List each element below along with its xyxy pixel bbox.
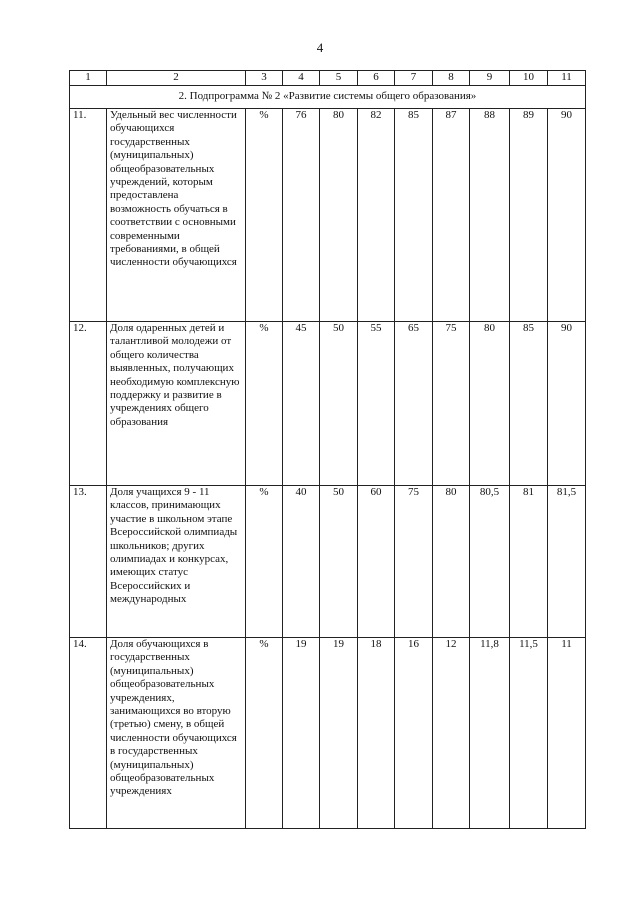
- header-cell: 2: [107, 71, 246, 86]
- row-number: 13.: [70, 486, 107, 638]
- header-cell: 6: [358, 71, 395, 86]
- page-number: 4: [316, 40, 324, 55]
- header-cell: 11: [548, 71, 586, 86]
- row-value: 75: [433, 322, 470, 486]
- row-value: 65: [395, 322, 433, 486]
- row-value: 60: [358, 486, 395, 638]
- row-value: 50: [320, 486, 358, 638]
- subprogram-title: 2. Подпрограмма № 2 «Развитие системы общего образования»: [70, 86, 586, 109]
- header-row: [70, 71, 586, 86]
- row-description: Доля обучающихся в государственных (муниципальных) общеобразовательных учреждениях, занимающихся во вторую (третью) смену, в общей численности обучающихся в государственных (муниципальных) общеобразовательных учреждениях: [107, 638, 246, 829]
- row-value: 80: [470, 322, 510, 486]
- row-value: 88: [470, 109, 510, 322]
- row-value: 76: [283, 109, 320, 322]
- row-value: 80: [433, 486, 470, 638]
- row-description: Удельный вес численности обучающихся государственных (муниципальных) общеобразовательных учреждений, которым предоставлена возможность обучаться в соответствии с основными современными требованиями, в общей численности обучающихся: [107, 109, 246, 322]
- header-cell: 10: [510, 71, 548, 86]
- row-value: 45: [283, 322, 320, 486]
- row-value: 50: [320, 322, 358, 486]
- table-row: [70, 638, 586, 829]
- row-value: 12: [433, 638, 470, 829]
- row-number: 12.: [70, 322, 107, 486]
- row-value: 40: [283, 486, 320, 638]
- row-number: 14.: [70, 638, 107, 829]
- header-cell: 5: [320, 71, 358, 86]
- row-unit: %: [246, 486, 283, 638]
- header-cell: 8: [433, 71, 470, 86]
- row-value: 87: [433, 109, 470, 322]
- row-value: 11: [548, 638, 586, 829]
- row-value: 80,5: [470, 486, 510, 638]
- row-unit: %: [246, 638, 283, 829]
- row-description: Доля учащихся 9 - 11 классов, принимающих участие в школьном этапе Всероссийской олимпиады школьников; других олимпиадах и конкурсах, имеющих статус Всероссийских и международных: [107, 486, 246, 638]
- row-value: 85: [395, 109, 433, 322]
- row-value: 82: [358, 109, 395, 322]
- header-cell: 4: [283, 71, 320, 86]
- row-value: 81: [510, 486, 548, 638]
- header-cell: 1: [70, 71, 107, 86]
- indicators-table: [69, 70, 586, 829]
- table-row: [70, 109, 586, 322]
- header-cell: 7: [395, 71, 433, 86]
- row-value: 55: [358, 322, 395, 486]
- header-cell: 9: [470, 71, 510, 86]
- table-row: [70, 486, 586, 638]
- subprogram-row: [70, 86, 586, 109]
- row-value: 19: [283, 638, 320, 829]
- row-value: 85: [510, 322, 548, 486]
- row-value: 11,8: [470, 638, 510, 829]
- row-value: 90: [548, 322, 586, 486]
- row-unit: %: [246, 322, 283, 486]
- row-value: 75: [395, 486, 433, 638]
- row-value: 18: [358, 638, 395, 829]
- row-value: 80: [320, 109, 358, 322]
- row-value: 11,5: [510, 638, 548, 829]
- row-unit: %: [246, 109, 283, 322]
- row-value: 90: [548, 109, 586, 322]
- row-number: 11.: [70, 109, 107, 322]
- row-value: 16: [395, 638, 433, 829]
- table-row: [70, 322, 586, 486]
- row-value: 81,5: [548, 486, 586, 638]
- header-cell: 3: [246, 71, 283, 86]
- row-value: 89: [510, 109, 548, 322]
- row-value: 19: [320, 638, 358, 829]
- row-description: Доля одаренных детей и талантливой молодежи от общего количества выявленных, получающих необходимую комплексную поддержку и развитие в учреждениях общего образования: [107, 322, 246, 486]
